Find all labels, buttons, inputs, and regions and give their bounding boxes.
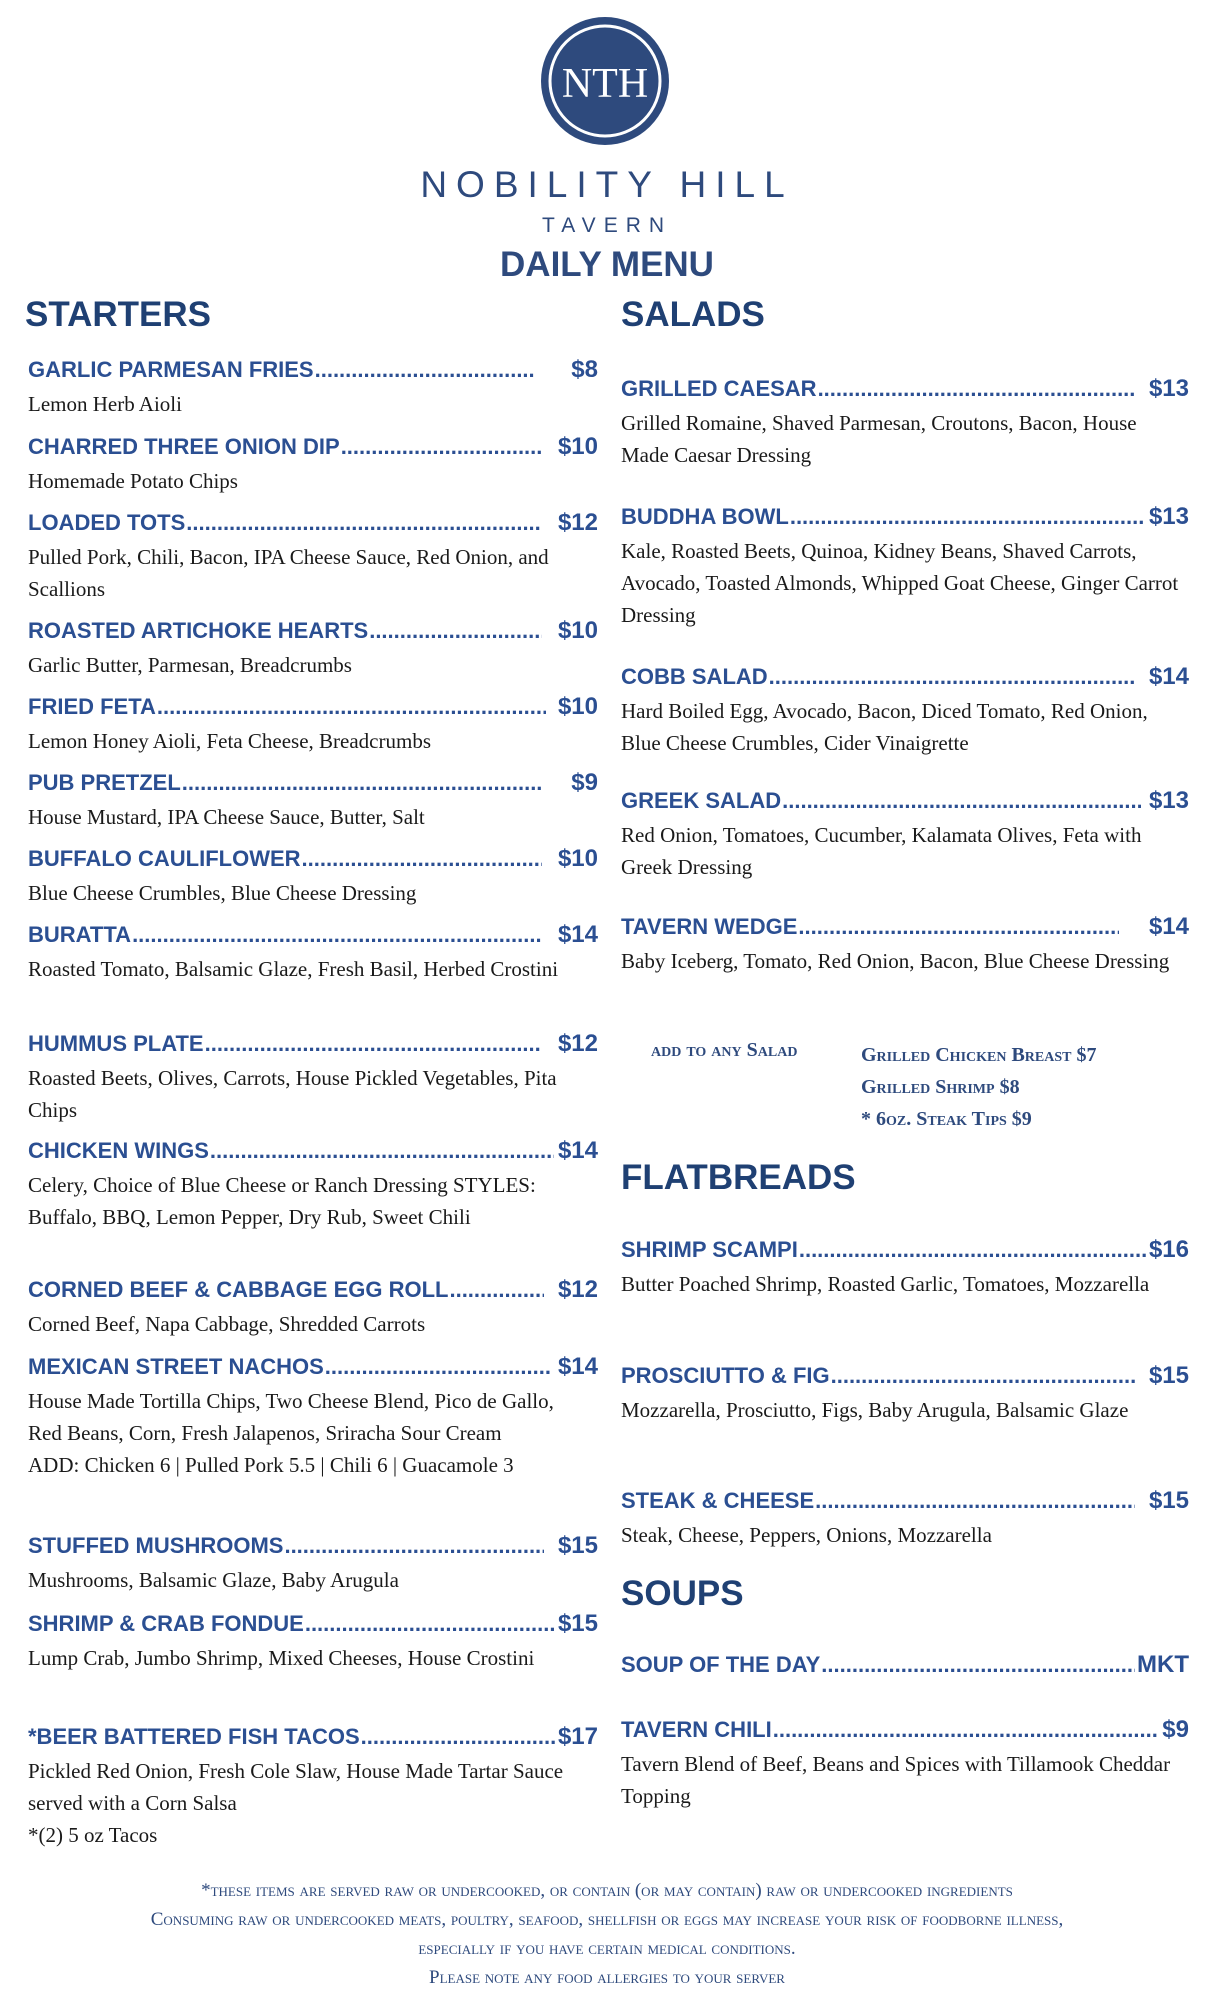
item-description: Pickled Red Onion, Fresh Cole Slaw, House Made Tartar Sauce served with a Corn Salsa: [28, 1759, 564, 1815]
leader-dots: [325, 1354, 552, 1380]
item-price: $17: [557, 1723, 598, 1750]
item-description: Kale, Roasted Beets, Quinoa, Kidney Beans, Shaved Carrots, Avocado, Toasted Almonds, Whipped Goat Cheese, Ginger Carrot Dressing: [621, 539, 1179, 627]
item-name: SHRIMP SCAMPI: [621, 1237, 798, 1262]
menu-item: [28, 509, 600, 605]
addon-option: Grilled Shrimp $8: [861, 1076, 1020, 1098]
item-price: $15: [1148, 1487, 1189, 1514]
addon-option: Grilled Chicken Breast $7: [861, 1044, 1097, 1066]
brand-subtitle: TAVERN: [541, 214, 673, 237]
menu-item: [28, 921, 600, 985]
item-price: $13: [1148, 375, 1189, 402]
item-name: MEXICAN STREET NACHOS: [28, 1354, 324, 1379]
item-description: Steak, Cheese, Peppers, Onions, Mozzarella: [621, 1523, 992, 1547]
leader-dots: [186, 510, 542, 536]
item-price: $9: [1162, 1716, 1189, 1743]
item-price: MKT: [1137, 1651, 1189, 1678]
footer-consumer-advisory: Consuming raw or undercooked meats, poultry, seafood, shellfish or eggs may increase your risk of foodborne illness,: [150, 1909, 1064, 1930]
menu-item: [621, 913, 1189, 977]
item-name: BUFFALO CAULIFLOWER: [28, 846, 301, 871]
item-extra: ADD: Chicken 6 | Pulled Pork 5.5 | Chili 6 | Guacamole 3: [28, 1453, 514, 1477]
menu-item: [621, 787, 1189, 883]
item-description: House Made Tortilla Chips, Two Cheese Blend, Pico de Gallo, Red Beans, Corn, Fresh Jalapenos, Sriracha Sour Cream: [28, 1389, 554, 1445]
item-price: $12: [557, 509, 598, 536]
menu-item: [28, 1723, 600, 1851]
menu-item: [28, 1353, 600, 1481]
item-description: Butter Poached Shrimp, Roasted Garlic, Tomatoes, Mozzarella: [621, 1272, 1150, 1296]
salads-heading: SALADS: [621, 295, 765, 334]
item-description: Roasted Tomato, Balsamic Glaze, Fresh Basil, Herbed Crostini: [28, 957, 559, 981]
item-description: Baby Iceberg, Tomato, Red Onion, Bacon, Blue Cheese Dressing: [621, 949, 1170, 973]
menu-item: [621, 375, 1189, 471]
leader-dots: [315, 357, 536, 383]
menu-item: [621, 1651, 1189, 1681]
item-price: $12: [557, 1030, 598, 1057]
menu-item: [28, 1137, 600, 1233]
item-description: Grilled Romaine, Shaved Parmesan, Croutons, Bacon, House Made Caesar Dressing: [621, 411, 1137, 467]
item-name: CORNED BEEF & CABBAGE EGG ROLL: [28, 1277, 449, 1302]
menu-item: [621, 1236, 1189, 1300]
logo-icon: [541, 17, 669, 145]
item-name: STEAK & CHEESE: [621, 1488, 815, 1513]
brand-name: NOBILITY HILL: [420, 164, 794, 205]
menu-item: [28, 693, 600, 757]
item-price: $14: [557, 921, 598, 948]
item-name: GRILLED CAESAR: [621, 376, 817, 401]
item-name: BURATTA: [28, 922, 132, 947]
addon-option: * 6oz. Steak Tips $9: [861, 1108, 1032, 1130]
leader-dots: [449, 1277, 543, 1303]
item-extra: *(2) 5 oz Tacos: [28, 1823, 158, 1847]
item-price: $13: [1148, 787, 1189, 814]
leader-dots: [831, 1363, 1137, 1389]
leader-dots: [132, 922, 542, 948]
item-name: COBB SALAD: [621, 664, 768, 689]
menu-item: [621, 1487, 1189, 1551]
menu-item: [28, 1030, 600, 1126]
item-description: Red Onion, Tomatoes, Cucumber, Kalamata Olives, Feta with Greek Dressing: [621, 823, 1142, 879]
flatbreads-heading: FLATBREADS: [621, 1158, 856, 1197]
leader-dots: [341, 434, 542, 460]
leader-dots: [798, 914, 1119, 940]
menu-item: [621, 1362, 1189, 1426]
footer-medical-notice: especially if you have certain medical conditions.: [418, 1938, 796, 1959]
leader-dots: [157, 694, 546, 720]
item-price: $10: [557, 433, 598, 460]
menu-item: [621, 663, 1189, 759]
item-price: $12: [557, 1276, 598, 1303]
leader-dots: [302, 846, 542, 872]
item-price: $15: [557, 1532, 598, 1559]
leader-dots: [799, 1237, 1147, 1263]
leader-dots: [361, 1724, 556, 1750]
item-description: House Mustard, IPA Cheese Sauce, Butter, Salt: [28, 805, 425, 829]
menu-item: [28, 1276, 600, 1340]
item-name: CHARRED THREE ONION DIP: [28, 434, 340, 459]
leader-dots: [782, 788, 1141, 814]
item-name: SHRIMP & CRAB FONDUE: [28, 1611, 304, 1636]
menu-item: [28, 1532, 600, 1596]
item-description: Roasted Beets, Olives, Carrots, House Pickled Vegetables, Pita Chips: [28, 1066, 557, 1122]
addon-label: add to any Salad: [651, 1039, 798, 1061]
item-price: $14: [557, 1353, 598, 1380]
footer-raw-notice: *these items are served raw or undercooked, or contain (or may contain) raw or undercooked ingredients: [201, 1880, 1013, 1901]
item-name: LOADED TOTS: [28, 510, 186, 535]
item-description: Mushrooms, Balsamic Glaze, Baby Arugula: [28, 1568, 399, 1592]
leader-dots: [821, 1652, 1135, 1678]
item-name: ROASTED ARTICHOKE HEARTS: [28, 618, 369, 643]
item-name: GARLIC PARMESAN FRIES: [28, 357, 314, 382]
item-price: $10: [557, 693, 598, 720]
item-name: *BEER BATTERED FISH TACOS: [28, 1724, 360, 1749]
menu-item: [28, 617, 600, 681]
item-name: STUFFED MUSHROOMS: [28, 1533, 284, 1558]
item-name: PROSCIUTTO & FIG: [621, 1363, 830, 1388]
menu-item: [621, 503, 1189, 631]
item-description: Tavern Blend of Beef, Beans and Spices with Tillamook Cheddar Topping: [621, 1752, 1171, 1808]
item-price: $15: [557, 1610, 598, 1637]
soups-heading: SOUPS: [621, 1574, 744, 1613]
item-description: Homemade Potato Chips: [28, 469, 238, 493]
item-description: Lump Crab, Jumbo Shrimp, Mixed Cheeses, House Crostini: [28, 1646, 535, 1670]
item-price: $14: [1148, 663, 1189, 690]
item-price: $14: [557, 1137, 598, 1164]
item-description: Corned Beef, Napa Cabbage, Shredded Carrots: [28, 1312, 426, 1336]
item-description: Hard Boiled Egg, Avocado, Bacon, Diced Tomato, Red Onion, Blue Cheese Crumbles, Cider Vinaigrette: [621, 699, 1148, 755]
menu-item: [28, 433, 600, 497]
leader-dots: [210, 1138, 554, 1164]
menu-item: [28, 1610, 600, 1674]
leader-dots: [305, 1611, 556, 1637]
leader-dots: [182, 770, 544, 796]
menu-title: DAILY MENU: [500, 245, 714, 284]
starters-heading: STARTERS: [25, 295, 212, 334]
item-description: Lemon Herb Aioli: [28, 392, 182, 416]
leader-dots: [769, 664, 1135, 690]
item-price: $15: [1148, 1362, 1189, 1389]
item-description: Garlic Butter, Parmesan, Breadcrumbs: [28, 653, 352, 677]
item-price: $8: [571, 356, 598, 383]
item-description: Celery, Choice of Blue Cheese or Ranch Dressing STYLES: Buffalo, BBQ, Lemon Pepper, Dry Rub, Sweet Chili: [28, 1173, 536, 1229]
item-name: TAVERN CHILI: [621, 1717, 772, 1742]
item-name: PUB PRETZEL: [28, 770, 181, 795]
item-name: SOUP OF THE DAY: [621, 1652, 821, 1677]
menu-item: [28, 845, 600, 909]
logo-emblem: [541, 17, 669, 145]
leader-dots: [790, 504, 1145, 530]
leader-dots: [284, 1533, 544, 1559]
item-description: Pulled Pork, Chili, Bacon, IPA Cheese Sauce, Red Onion, and Scallions: [28, 545, 549, 601]
leader-dots: [205, 1031, 542, 1057]
item-name: TAVERN WEDGE: [621, 914, 798, 939]
leader-dots: [369, 618, 542, 644]
item-description: Mozzarella, Prosciutto, Figs, Baby Arugula, Balsamic Glaze: [621, 1398, 1129, 1422]
menu-item: [28, 356, 600, 420]
item-name: BUDDHA BOWL: [621, 504, 789, 529]
item-name: CHICKEN WINGS: [28, 1138, 209, 1163]
leader-dots: [773, 1717, 1159, 1743]
item-price: $13: [1148, 503, 1189, 530]
item-price: $10: [557, 617, 598, 644]
menu-item: [621, 1716, 1189, 1812]
item-name: FRIED FETA: [28, 694, 156, 719]
item-description: Blue Cheese Crumbles, Blue Cheese Dressing: [28, 881, 417, 905]
logo-initials: NTH: [561, 61, 649, 107]
menu-item: [28, 769, 600, 833]
item-price: $16: [1148, 1236, 1189, 1263]
leader-dots: [818, 376, 1135, 402]
item-description: Lemon Honey Aioli, Feta Cheese, Breadcrumbs: [28, 729, 431, 753]
item-price: $14: [1148, 913, 1189, 940]
item-price: $9: [571, 769, 598, 796]
leader-dots: [815, 1488, 1135, 1514]
item-name: HUMMUS PLATE: [28, 1031, 204, 1056]
item-price: $10: [557, 845, 598, 872]
footer-allergy-notice: Please note any food allergies to your server: [429, 1967, 785, 1988]
item-name: GREEK SALAD: [621, 788, 782, 813]
